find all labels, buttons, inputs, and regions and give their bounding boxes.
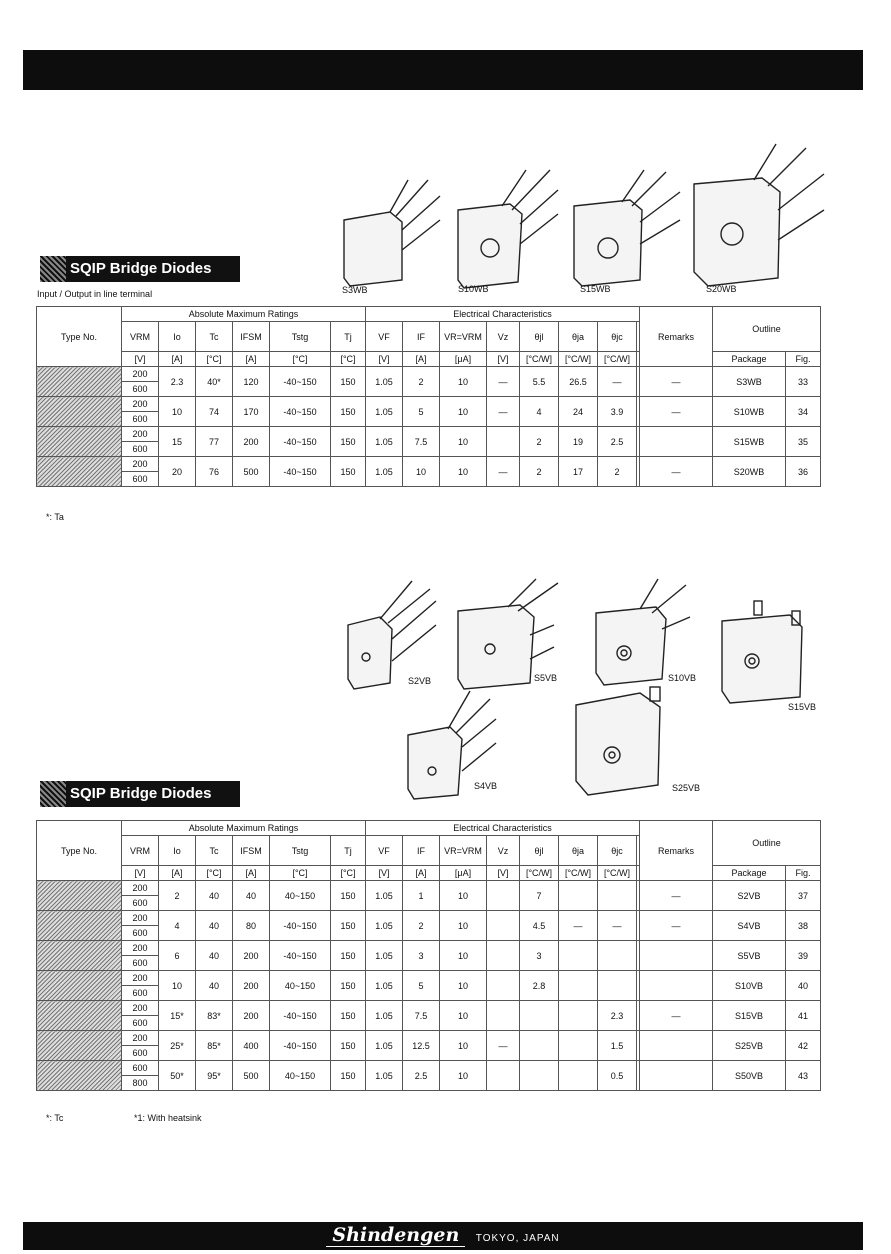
table-row: 600	[37, 412, 821, 427]
type-no-cell	[37, 457, 122, 487]
table-row: 200 20 76 500 -40~150 150 1.05 10 10 — 2 17 2 — S20WB 36	[37, 457, 821, 472]
type-no-cell	[37, 1001, 122, 1031]
outline-header: Outline	[713, 307, 821, 352]
label-s4vb: S4VB	[474, 781, 498, 791]
table-row: 200 10 74 170 -40~150 150 1.05 5 10 — 4 24 3.9 — S10WB 34	[37, 397, 821, 412]
table-row: 600	[37, 382, 821, 397]
label-s15vb: S15VB	[788, 702, 817, 712]
label-s25vb: S25VB	[672, 783, 701, 793]
s10vb-image	[596, 607, 666, 685]
table-row: 200 15 77 200 -40~150 150 1.05 7.5 10 2 19 2.5 S15WB 35	[37, 427, 821, 442]
type-no-cell	[37, 941, 122, 971]
brand-logo: Shindengen	[326, 1224, 465, 1247]
table-row: 200 2 40 40 40~150 150 1.05 1 10 7 — S2VB 37	[37, 881, 821, 896]
section1-title: SQIP Bridge Diodes	[40, 256, 240, 282]
label-s20wb: S20WB	[706, 284, 737, 294]
table-row: 600	[37, 956, 821, 971]
type-no-cell	[37, 1031, 122, 1061]
table-row: 200 6 40 200 -40~150 150 1.05 3 10 3 S5VB 39	[37, 941, 821, 956]
type-no-header: Type No.	[37, 307, 122, 367]
top-black-bar	[23, 50, 863, 90]
type-no-cell	[37, 1061, 122, 1091]
table-row: 200 2.3 40* 120 -40~150 150 1.05 2 10 — 5.5 26.5 — — S3WB 33	[37, 367, 821, 382]
s15wb-image	[574, 200, 642, 286]
pattern-icon	[40, 256, 66, 282]
table-row: 600	[37, 986, 821, 1001]
table-row: 200 4 40 80 -40~150 150 1.05 2 10 4.5 — — — S4VB 38	[37, 911, 821, 926]
table-row: 200 25* 85* 400 -40~150 150 1.05 12.5 10 — 1.5 S25VB 42	[37, 1031, 821, 1046]
table-row: 600	[37, 926, 821, 941]
bottom-black-bar	[23, 1222, 863, 1250]
label-s10vb: S10VB	[668, 673, 697, 683]
type-no-cell	[37, 911, 122, 941]
type-no-cell	[37, 367, 122, 397]
s15vb-image	[722, 615, 802, 703]
table-row: 200 15* 83* 200 -40~150 150 1.05 7.5 10 2.3 — S15VB 41	[37, 1001, 821, 1016]
spec-table-1: Type No. Absolute Maximum Ratings Electrical Characteristics Remarks Outline VRM Io Tc IFSM Tstg Tj VF IF VR=VRM Vz θjl θja θjc [V] [A] [°C] [A] [°C] [°C] [V] [A] [μA] [V] [°C/W] [°C/W] [°C/W] Package Fig. 200 2.3 40* 120 -40~150 150 1.05 2 10 — 5.5 26.5 — — S3WB 33 600 200 10 74 170 -40~150 150 1.05 5 10 — 4 24 3.9 — S10WB 34 600 200 15 77 200 -40~150 150 1.05 7.5 10 2 19 2.5 S15WB 35 600 200 20 76 500 -40~150 150 1.05 10 10 — 2 17 2 — S20WB 36 600	[36, 306, 821, 487]
package-images-2	[340, 575, 830, 800]
s5vb-image	[458, 605, 534, 689]
s3wb-image	[344, 212, 402, 286]
s25vb-image	[576, 693, 660, 795]
s10wb-image	[458, 204, 522, 288]
remarks-header: Remarks	[640, 307, 713, 367]
label-s3wb: S3WB	[342, 285, 368, 295]
section1-note: *: Ta	[46, 512, 64, 522]
section2-note-1: *: Tc	[46, 1113, 64, 1123]
table-row: 600	[37, 472, 821, 487]
section1-subtitle: Input / Output in line terminal	[37, 289, 153, 299]
table-row: 600	[37, 1046, 821, 1061]
table-row: 200 10 40 200 40~150 150 1.05 5 10 2.8 S10VB 40	[37, 971, 821, 986]
label-s2vb: S2VB	[408, 676, 432, 686]
brand-location: TOKYO, JAPAN	[475, 1233, 560, 1244]
section2-note-2: *1: With heatsink	[134, 1113, 202, 1123]
table-row: 600	[37, 442, 821, 457]
abs-max-header: Absolute Maximum Ratings	[122, 307, 366, 322]
label-s10wb: S10WB	[458, 284, 489, 294]
label-s5vb: S5VB	[534, 673, 558, 683]
section2-title: SQIP Bridge Diodes	[40, 781, 240, 807]
pattern-icon	[40, 781, 66, 807]
spec-table-2: Type No. Absolute Maximum Ratings Electrical Characteristics Remarks Outline VRM Io Tc IFSM Tstg Tj VF IF VR=VRM Vz θjl θja θjc [V] [A] [°C] [A] [°C] [°C] [V] [A] [μA] [V] [°C/W] [°C/W] [°C/W] Package Fig. 200 2 40 40 40~150 150 1.05 1 10 7 — S2VB 37 600 200 4 40 80 -40~150 150 1.05 2 10 4.5 — — — S4VB 38 600 200 6 40 200 -40~150 150 1.05 3 10 3 S5VB 39 600 200 10 40 200 40~150 150 1.05 5 10 2.8 S10VB 40 600 200 15* 83* 200 -40~150 150 1.05 7.5 10 2.3 — S15VB 41 600 200 25* 85* 400 -40~150 150 1.05 12.5 10 — 1.5 S25VB 42 600 600 50* 95* 500 40~150 150 1.05 2.5 10 0.5 S50VB 43 800	[36, 820, 821, 1091]
table-row: 600	[37, 1016, 821, 1031]
type-no-cell	[37, 397, 122, 427]
table-row: 800	[37, 1076, 821, 1091]
type-no-cell	[37, 427, 122, 457]
brand-footer	[23, 1224, 863, 1246]
s4vb-image	[408, 727, 462, 799]
type-no-cell	[37, 881, 122, 911]
elec-header: Electrical Characteristics	[366, 307, 640, 322]
label-s15wb: S15WB	[580, 284, 611, 294]
table-row: 600	[37, 896, 821, 911]
table-row: 600 50* 95* 500 40~150 150 1.05 2.5 10 0.5 S50VB 43	[37, 1061, 821, 1076]
package-images-1	[330, 140, 860, 300]
type-no-cell	[37, 971, 122, 1001]
s20wb-image	[694, 178, 780, 286]
s2vb-image	[348, 617, 392, 689]
